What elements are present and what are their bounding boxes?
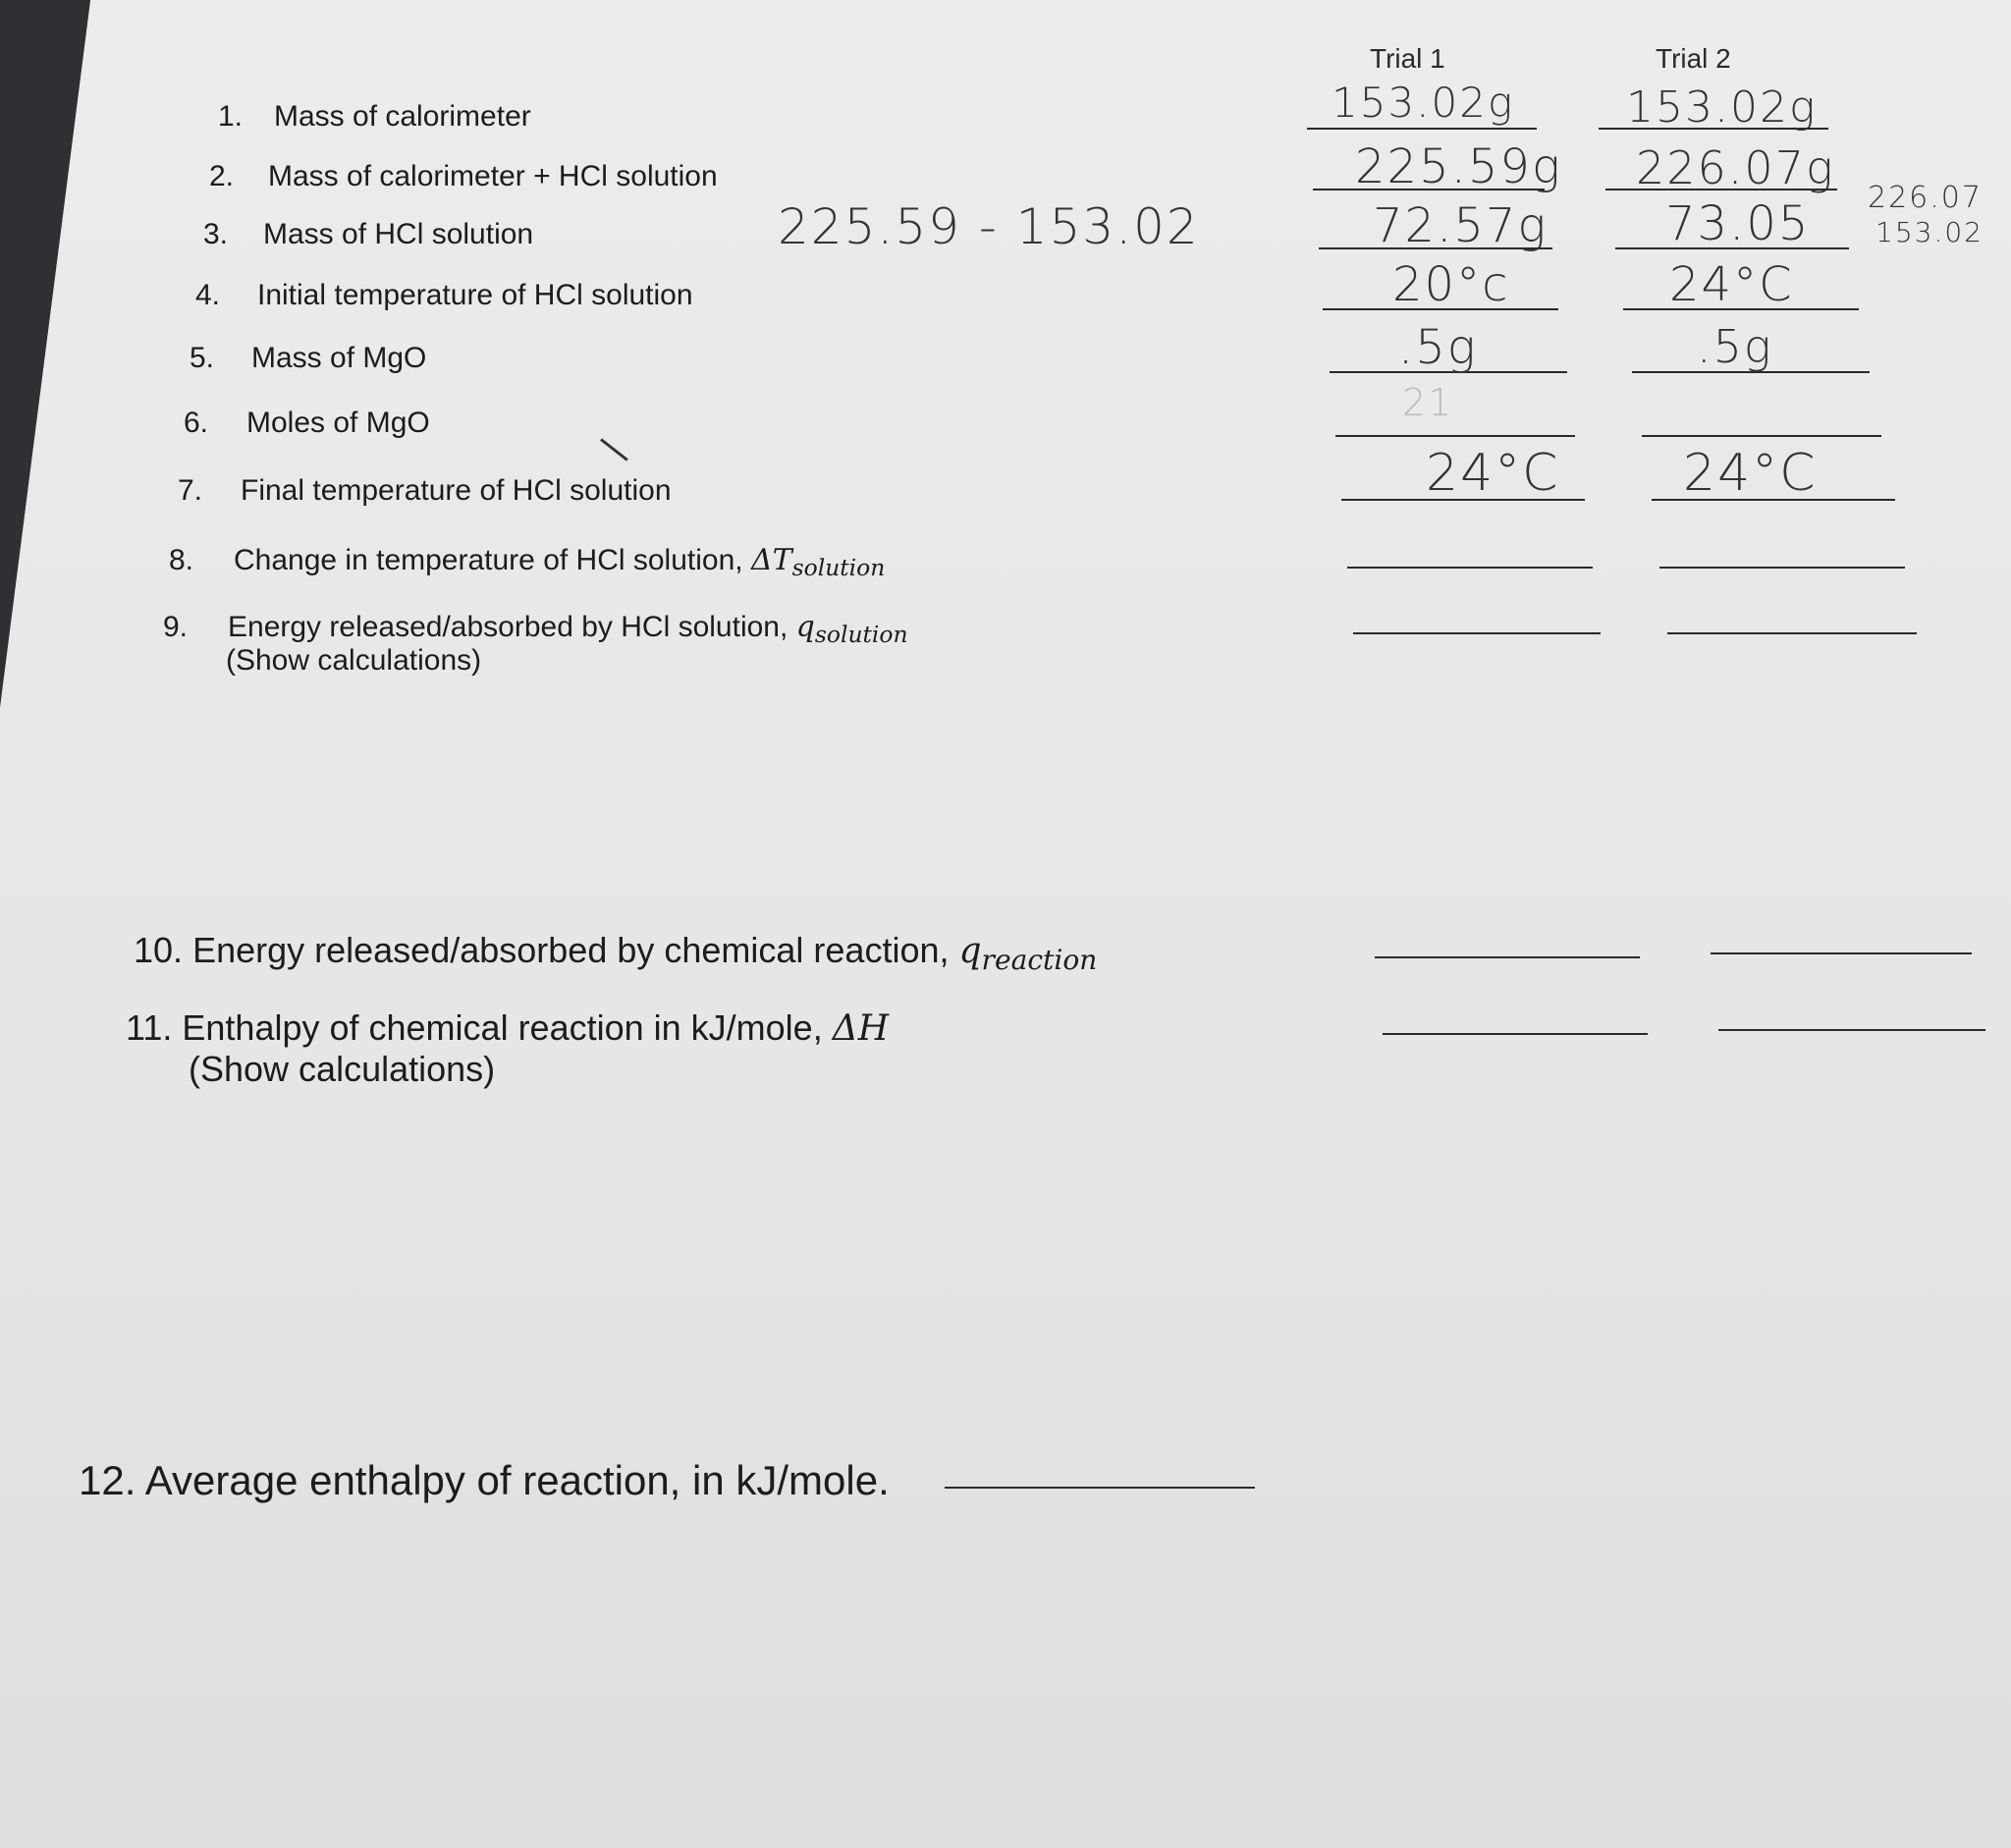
question-11	[126, 1007, 889, 1049]
math-symbol: q	[958, 931, 982, 971]
answer-line-t2	[1711, 952, 1972, 954]
handwritten-answer-t1-q7: 24°C	[1426, 444, 1560, 503]
question-text: Final temperature of HCl solution	[241, 474, 672, 507]
handwritten-answer-t1-q5: .5g	[1398, 320, 1478, 375]
answer-line-t2	[1667, 632, 1917, 634]
handwritten-answer-t2-q3: 73.05	[1665, 196, 1811, 251]
question-text: Mass of calorimeter + HCl solution	[268, 160, 718, 192]
answer-line-t2	[1659, 567, 1905, 569]
question-text: Mass of MgO	[251, 342, 427, 374]
handwritten-answer-t1-q3: 72.57g	[1373, 198, 1549, 253]
question-number: 11.	[126, 1007, 173, 1048]
handwritten-calculation-q3: 225.59 - 153.02	[778, 198, 1200, 255]
question-number: 4.	[195, 279, 221, 311]
math-symbol: ΔT	[750, 543, 792, 577]
question-text: Average enthalpy of reaction, in kJ/mole.	[144, 1457, 890, 1503]
handwritten-margin-value: 153.02	[1875, 216, 1984, 248]
faint-pencil-mark: 21	[1402, 381, 1454, 424]
question-number: 2.	[209, 160, 235, 192]
answer-line-t1	[1307, 128, 1537, 130]
question-12	[79, 1457, 890, 1504]
answer-line-t1	[1347, 567, 1593, 569]
question-1	[218, 100, 531, 134]
handwritten-answer-t2-q7: 24°C	[1683, 444, 1818, 503]
question-text: Mass of calorimeter	[274, 100, 531, 133]
question-text: Initial temperature of HCl solution	[257, 279, 693, 311]
question-text: Mass of HCl solution	[263, 218, 534, 250]
question-number: 3.	[203, 218, 229, 250]
answer-line-t2	[1642, 435, 1881, 437]
question-8	[169, 543, 885, 581]
handwritten-answer-t1-q2: 225.59g	[1355, 139, 1562, 194]
question-number: 7.	[178, 474, 203, 507]
handwritten-answer-t2-q4: 24°C	[1669, 257, 1794, 312]
question-2	[209, 160, 718, 193]
math-subscript: solution	[814, 620, 908, 648]
question-7	[178, 474, 672, 508]
question-text: Enthalpy of chemical reaction in kJ/mole,	[182, 1007, 833, 1048]
question-5	[190, 342, 426, 375]
trial-2-header: Trial 2	[1656, 43, 1731, 74]
question-text: Moles of MgO	[246, 407, 430, 439]
question-text: Change in temperature of HCl solution,	[234, 544, 751, 576]
question-11-note: (Show calculations)	[189, 1049, 496, 1089]
question-number: 1.	[218, 100, 244, 133]
math-symbol: ΔH	[832, 1008, 890, 1049]
handwritten-answer-t1-q1: 153.02g	[1332, 79, 1515, 127]
answer-line-t2	[1718, 1029, 1985, 1031]
math-symbol: q	[795, 610, 815, 644]
answer-line-t1	[1335, 435, 1575, 437]
math-subscript: reaction	[981, 944, 1098, 977]
question-number: 12.	[79, 1457, 136, 1503]
answer-line-t1	[1383, 1033, 1648, 1035]
handwritten-answer-t2-q1: 153.02g	[1626, 82, 1818, 133]
answer-line-t1	[1353, 632, 1601, 634]
question-10	[134, 930, 1097, 976]
question-9	[163, 610, 908, 648]
answer-line-average	[945, 1487, 1255, 1489]
question-number: 6.	[184, 407, 209, 439]
question-6	[184, 407, 430, 440]
question-4	[195, 279, 693, 312]
handwritten-answer-t2-q5: .5g	[1697, 320, 1773, 373]
handwritten-answer-t2-q2: 226.07g	[1636, 141, 1835, 194]
question-text: Energy released/absorbed by HCl solution,	[228, 611, 796, 643]
handwritten-answer-t1-q4: 20°c	[1392, 257, 1510, 312]
question-number: 5.	[190, 342, 215, 374]
question-3	[203, 218, 533, 251]
question-number: 9.	[163, 611, 189, 643]
question-number: 10.	[134, 930, 184, 970]
question-text: Energy released/absorbed by chemical reaction,	[192, 930, 959, 970]
question-9-note: (Show calculations)	[226, 644, 482, 677]
math-subscript: solution	[791, 553, 886, 581]
answer-line-t1	[1375, 956, 1640, 958]
handwritten-margin-value: 226.07	[1868, 181, 1983, 215]
trial-1-header: Trial 1	[1370, 43, 1445, 74]
question-number: 8.	[169, 544, 194, 576]
